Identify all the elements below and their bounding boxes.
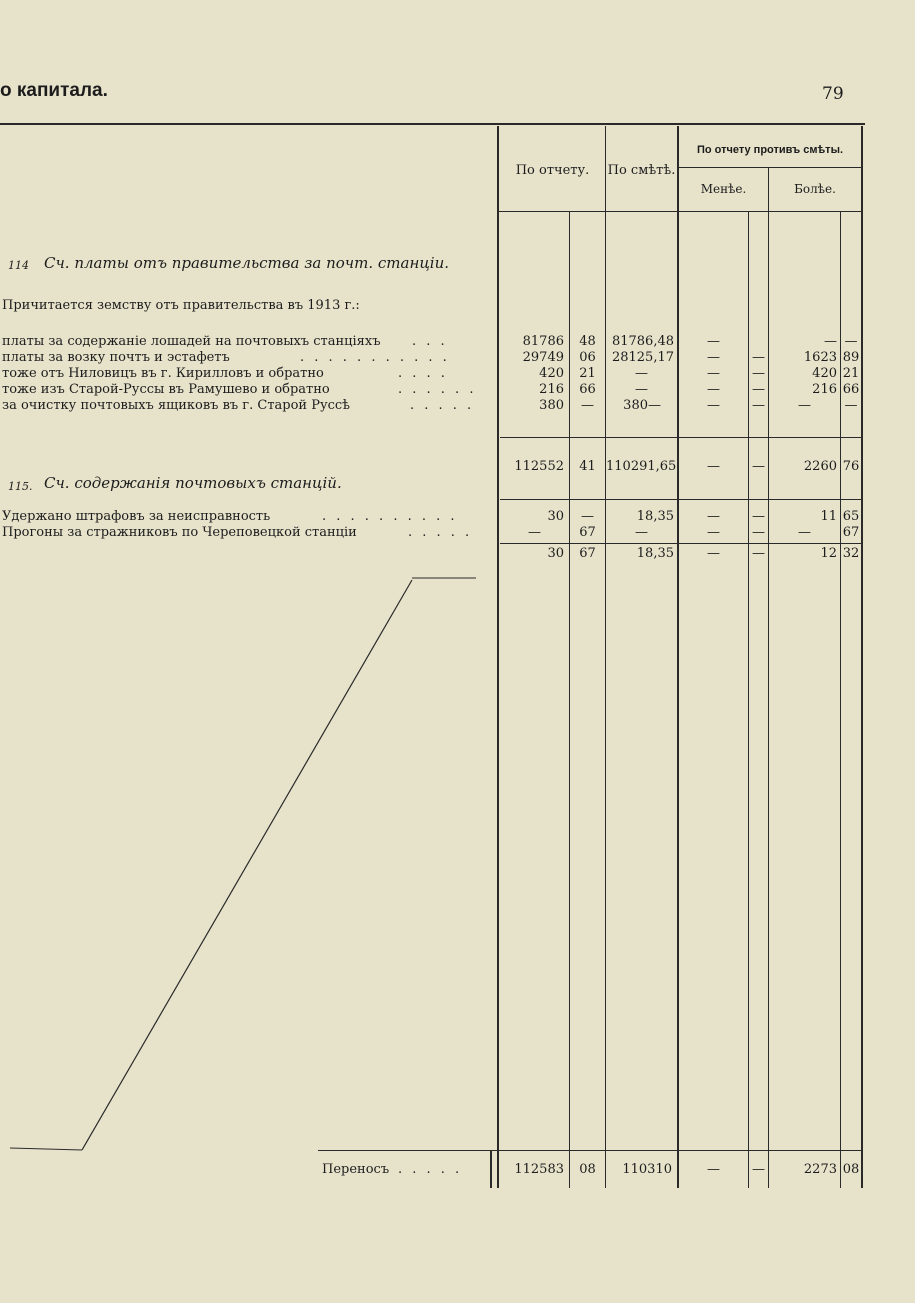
row-label: Прогоны за стражниковъ по Череповецкой станціи	[2, 525, 357, 540]
more-kop: 21	[842, 366, 860, 381]
report-rub: 420	[539, 366, 564, 381]
more-rub: —	[798, 525, 811, 540]
report-kop: 06	[579, 350, 596, 365]
more-rub: 216	[812, 382, 837, 397]
less-kop: —	[752, 366, 765, 381]
report-rub: 216	[539, 382, 564, 397]
less-kop: —	[752, 546, 765, 561]
section-114-heading: Сч. платы отъ правительства за почт. станціи.	[44, 254, 450, 272]
more-rub: 2260	[803, 459, 837, 474]
col-header-report: По отчету.	[515, 163, 590, 178]
report-rub: —	[528, 525, 541, 540]
leader-dots: . . .	[412, 334, 448, 349]
row-label: Удержано штрафовъ за неисправность	[2, 509, 271, 524]
more-kop: 76	[842, 459, 860, 474]
less-rub: —	[707, 350, 720, 365]
page-number: 79	[822, 84, 844, 104]
less-rub: —	[707, 398, 720, 413]
more-kop: 67	[842, 525, 860, 540]
report-rub: 380	[539, 398, 564, 413]
page-title: о капитала.	[0, 80, 108, 101]
more-rub: —	[824, 334, 837, 349]
col-header-less: Менѣе.	[700, 182, 747, 196]
row-label: за очистку почтовыхъ ящиковъ въ г. Старой Руссѣ	[2, 398, 350, 413]
more-kop: 08	[842, 1162, 860, 1177]
report-rub: 112583	[514, 1162, 564, 1177]
estimate-value: —	[635, 366, 648, 381]
leader-dots: . . . . .	[398, 1162, 463, 1177]
section-114-intro: Причитается земству отъ правительства въ 1913 г.:	[2, 298, 360, 313]
estimate-value: —	[635, 382, 648, 397]
estimate-value: 28125,17	[611, 350, 674, 365]
report-rub: 112552	[514, 459, 564, 474]
report-kop: 08	[579, 1162, 596, 1177]
more-kop: 66	[842, 382, 860, 397]
less-kop: —	[752, 382, 765, 397]
more-kop: 32	[842, 546, 860, 561]
row-label: тоже изъ Старой-Руссы въ Рамушево и обратно	[2, 382, 330, 397]
less-rub: —	[707, 525, 720, 540]
estimate-value: 110291,65	[606, 459, 677, 474]
estimate-value: 110310	[622, 1162, 672, 1177]
leader-dots: . . . . .	[408, 525, 473, 540]
section-115-number: 115.	[8, 480, 33, 493]
estimate-value: 81786,48	[611, 334, 674, 349]
more-kop: —	[844, 334, 858, 349]
less-kop: —	[752, 350, 765, 365]
row-label: тоже отъ Ниловицъ въ г. Кирилловъ и обратно	[2, 366, 324, 381]
col-header-more: Болѣе.	[794, 182, 836, 196]
more-rub: 12	[820, 546, 837, 561]
col-header-compare: По отчету противъ смѣты.	[696, 144, 844, 156]
leader-dots: . . . .	[398, 366, 448, 381]
estimate-value: 18,35	[636, 546, 674, 561]
section-115-heading: Сч. содержанія почтовыхъ станцій.	[44, 474, 342, 492]
more-kop: 89	[842, 350, 860, 365]
less-kop: —	[752, 525, 765, 540]
more-rub: 11	[820, 509, 837, 524]
less-kop: —	[752, 398, 765, 413]
row-label: платы за содержаніе лошадей на почтовыхъ станціяхъ	[2, 334, 381, 349]
report-rub: 30	[547, 546, 564, 561]
report-rub: 81786	[522, 334, 564, 349]
row-label: платы за возку почтъ и эстафетъ	[2, 350, 230, 365]
leader-dots: . . . . . .	[398, 382, 477, 397]
less-rub: —	[707, 1162, 720, 1177]
report-rub: 29749	[522, 350, 564, 365]
report-kop: 48	[579, 334, 596, 349]
report-kop: —	[581, 509, 594, 524]
less-kop: —	[752, 1162, 765, 1177]
less-rub: —	[707, 459, 720, 474]
less-kop: —	[752, 509, 765, 524]
more-rub: 420	[812, 366, 837, 381]
estimate-value: 18,35	[636, 509, 674, 524]
less-rub: —	[707, 509, 720, 524]
report-kop: 41	[579, 459, 596, 474]
estimate-value: 380—	[623, 398, 661, 413]
report-kop: 67	[579, 546, 596, 561]
leader-dots: . . . . . . . . . . .	[300, 350, 450, 365]
section-114-number: 114	[8, 259, 29, 272]
report-kop: 67	[579, 525, 596, 540]
less-rub: —	[707, 546, 720, 561]
less-rub: —	[707, 382, 720, 397]
less-rub: —	[707, 366, 720, 381]
less-rub: —	[707, 334, 720, 349]
report-kop: 21	[579, 366, 596, 381]
more-kop: —	[844, 398, 858, 413]
report-kop: —	[581, 398, 594, 413]
report-kop: 66	[579, 382, 596, 397]
estimate-value: —	[635, 525, 648, 540]
leader-dots: . . . . . . . . . .	[322, 509, 458, 524]
col-header-estimate: По смѣтѣ.	[607, 163, 676, 178]
carry-top-rule	[318, 1150, 863, 1151]
more-rub: 2273	[803, 1162, 837, 1177]
more-rub: —	[798, 398, 811, 413]
less-kop: —	[752, 459, 765, 474]
report-rub: 30	[547, 509, 564, 524]
leader-dots: . . . . .	[410, 398, 475, 413]
carry-label: Переносъ	[322, 1162, 390, 1177]
more-kop: 65	[842, 509, 860, 524]
more-rub: 1623	[803, 350, 837, 365]
